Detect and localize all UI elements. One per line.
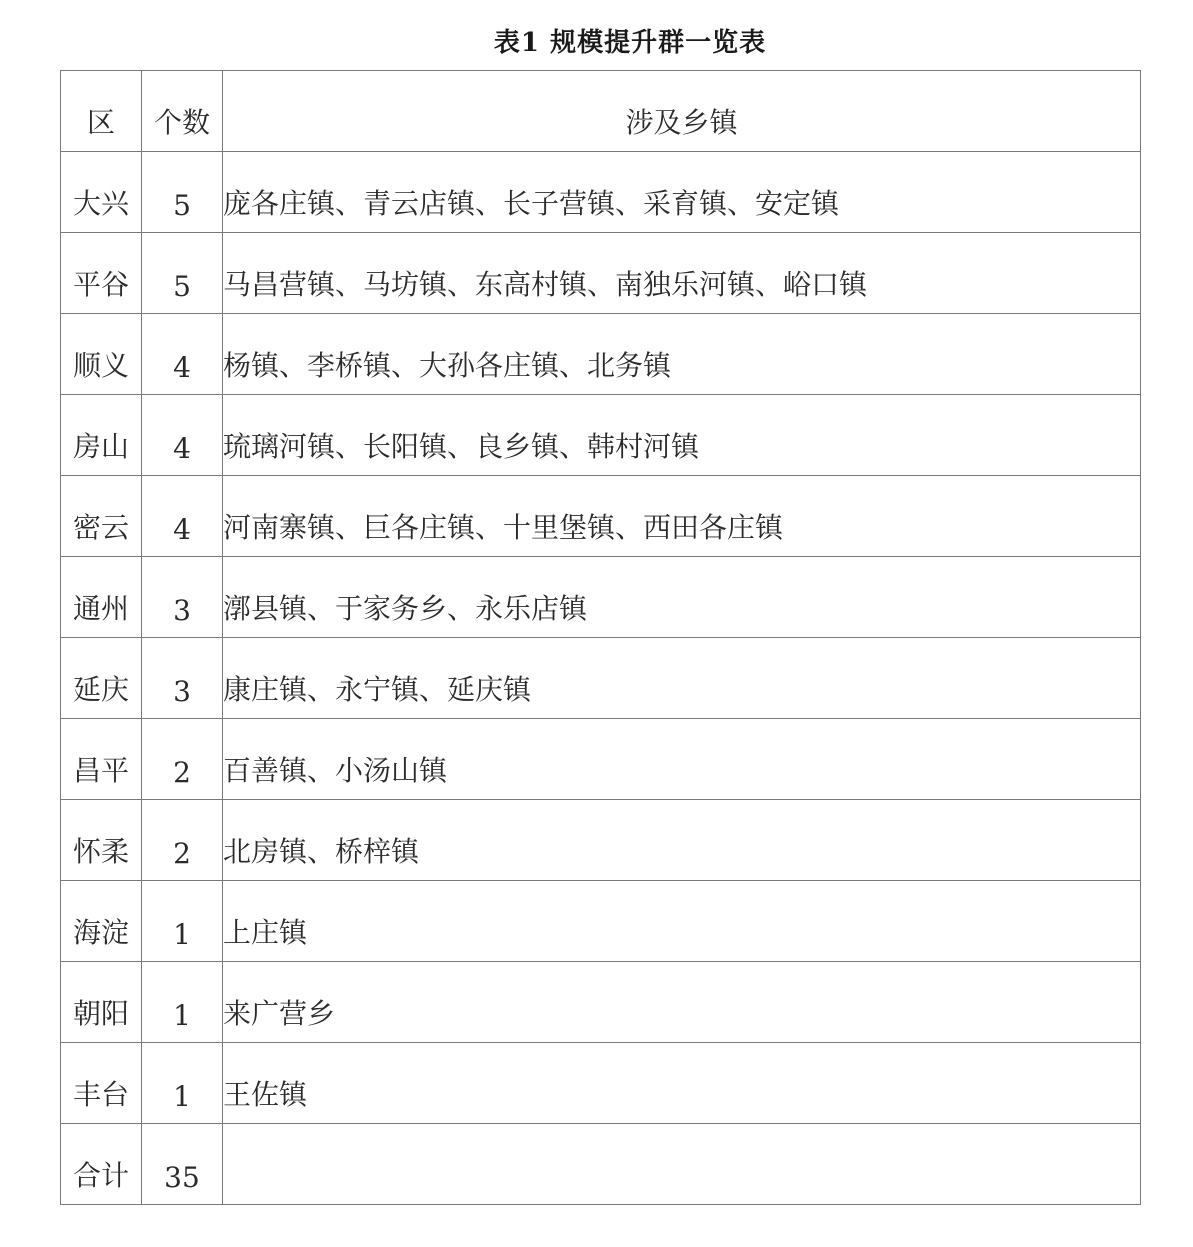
- total-row: [61, 1124, 1141, 1205]
- table-row: [61, 152, 1141, 233]
- district-cell: 大兴: [61, 152, 142, 233]
- table-row: [61, 1043, 1141, 1124]
- count-cell: 3: [142, 557, 223, 638]
- towns-cell: 康庄镇、永宁镇、延庆镇: [223, 638, 1141, 719]
- scale-upgrade-table: [60, 70, 1141, 1205]
- district-cell: 房山: [61, 395, 142, 476]
- district-cell: 密云: [61, 476, 142, 557]
- table-row: [61, 881, 1141, 962]
- table-row: [61, 800, 1141, 881]
- towns-cell: 庞各庄镇、青云店镇、长子营镇、采育镇、安定镇: [223, 152, 1141, 233]
- total-label: 合计: [61, 1124, 142, 1205]
- table-row: [61, 962, 1141, 1043]
- district-cell: 延庆: [61, 638, 142, 719]
- table-row: [61, 476, 1141, 557]
- district-cell: 昌平: [61, 719, 142, 800]
- district-cell: 丰台: [61, 1043, 142, 1124]
- table-row: [61, 233, 1141, 314]
- towns-cell: 杨镇、李桥镇、大孙各庄镇、北务镇: [223, 314, 1141, 395]
- count-cell: 1: [142, 881, 223, 962]
- towns-cell: 琉璃河镇、长阳镇、良乡镇、韩村河镇: [223, 395, 1141, 476]
- district-cell: 怀柔: [61, 800, 142, 881]
- table-row: [61, 638, 1141, 719]
- district-cell: 顺义: [61, 314, 142, 395]
- header-towns: 涉及乡镇: [223, 71, 1141, 152]
- district-cell: 平谷: [61, 233, 142, 314]
- table-row: [61, 314, 1141, 395]
- count-cell: 1: [142, 1043, 223, 1124]
- table-title: 表1 规模提升群一览表: [493, 28, 767, 58]
- count-cell: 4: [142, 395, 223, 476]
- count-cell: 3: [142, 638, 223, 719]
- table-row: [61, 557, 1141, 638]
- towns-cell: 北房镇、桥梓镇: [223, 800, 1141, 881]
- header-count: 个数: [142, 71, 223, 152]
- count-cell: 2: [142, 800, 223, 881]
- count-cell: 4: [142, 476, 223, 557]
- count-cell: 4: [142, 314, 223, 395]
- towns-cell: 河南寨镇、巨各庄镇、十里堡镇、西田各庄镇: [223, 476, 1141, 557]
- towns-cell: 百善镇、小汤山镇: [223, 719, 1141, 800]
- table-row: [61, 719, 1141, 800]
- count-cell: 1: [142, 962, 223, 1043]
- total-towns: [223, 1124, 1141, 1205]
- header-row: [61, 71, 1141, 152]
- count-cell: 5: [142, 233, 223, 314]
- district-cell: 朝阳: [61, 962, 142, 1043]
- towns-cell: 马昌营镇、马坊镇、东高村镇、南独乐河镇、峪口镇: [223, 233, 1141, 314]
- towns-cell: 来广营乡: [223, 962, 1141, 1043]
- count-cell: 5: [142, 152, 223, 233]
- district-cell: 通州: [61, 557, 142, 638]
- towns-cell: 王佐镇: [223, 1043, 1141, 1124]
- towns-cell: 上庄镇: [223, 881, 1141, 962]
- towns-cell: 漷县镇、于家务乡、永乐店镇: [223, 557, 1141, 638]
- district-cell: 海淀: [61, 881, 142, 962]
- table-row: [61, 395, 1141, 476]
- total-count: 35: [142, 1124, 223, 1205]
- header-district: 区: [61, 71, 142, 152]
- count-cell: 2: [142, 719, 223, 800]
